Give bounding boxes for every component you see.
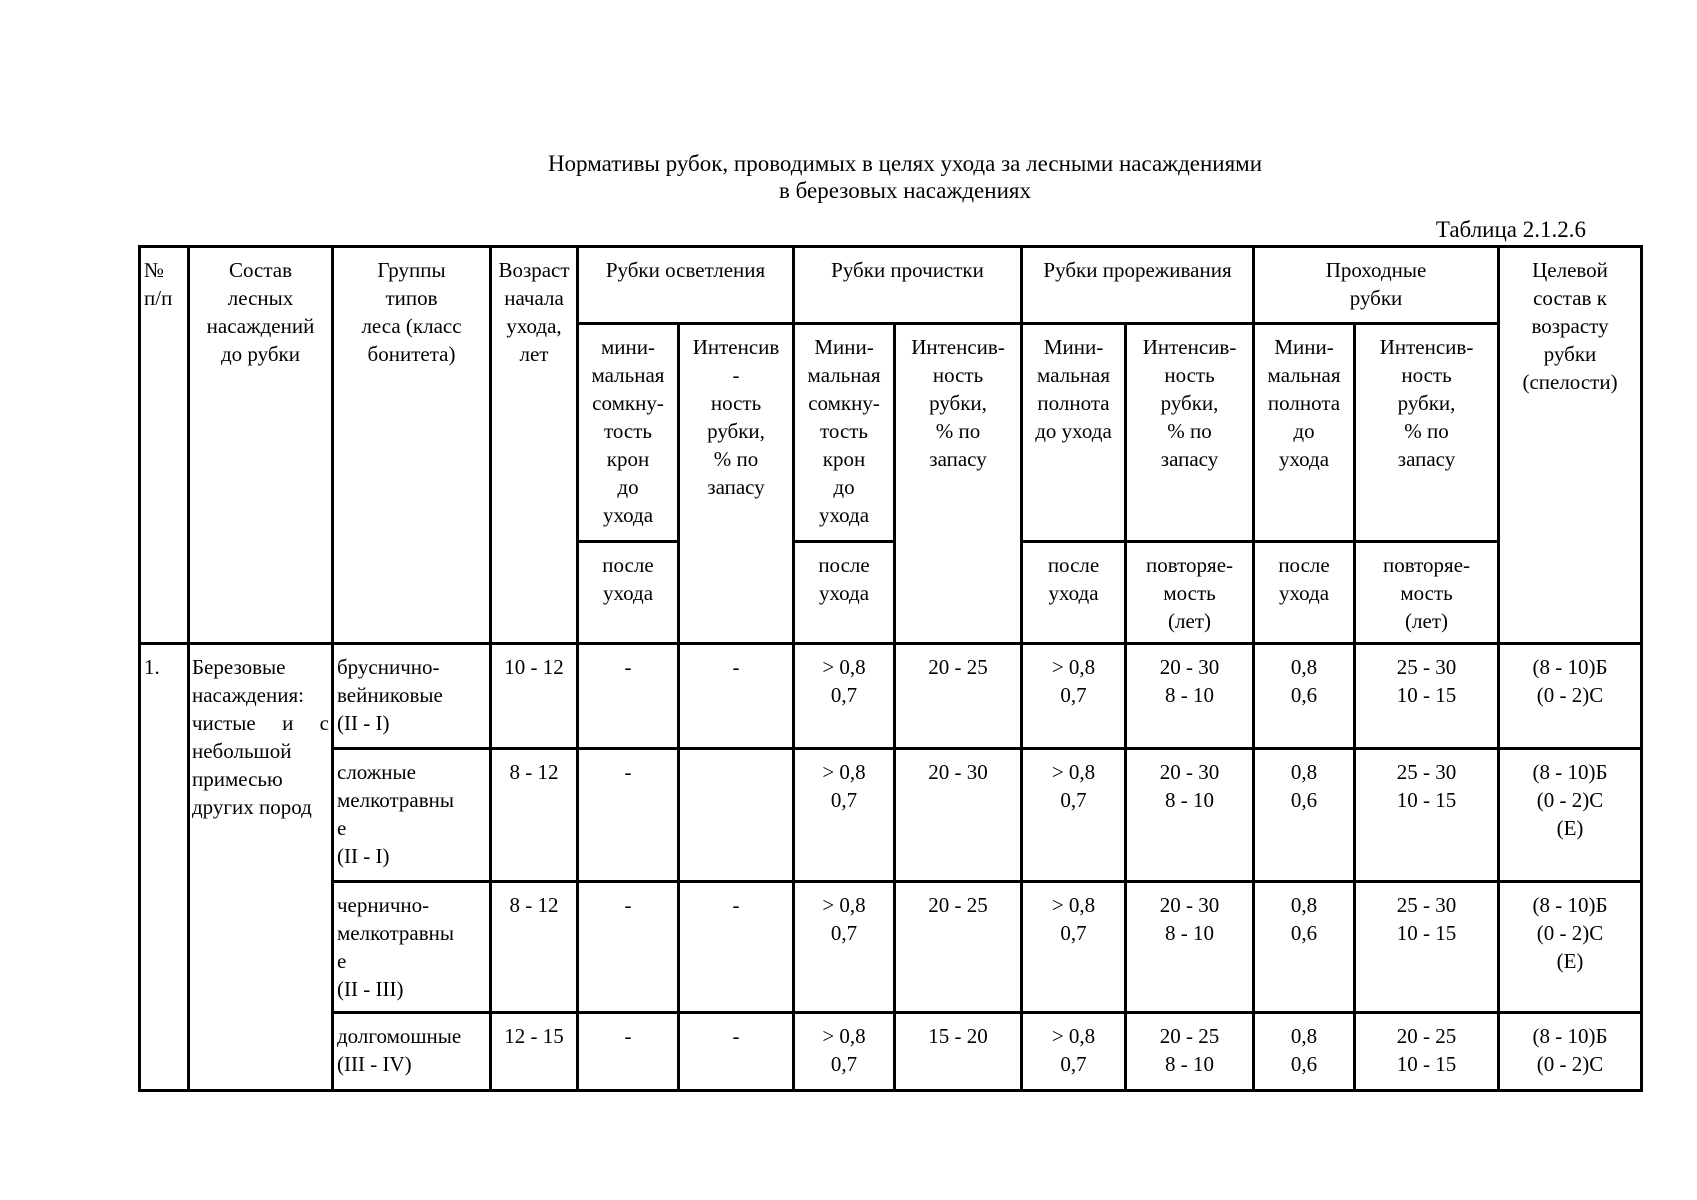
cell-osv-min: -: [578, 882, 679, 1013]
cell-forest-type: бруснично- вейниковые (II - I): [333, 644, 491, 749]
cell-pro-int: 20 - 25: [895, 644, 1022, 749]
header-osv-after: после ухода: [578, 542, 679, 644]
cell-pro-min: > 0,8 0,7: [794, 882, 895, 1013]
cell-osv-int: -: [679, 1013, 794, 1091]
cell-prh-int: 25 - 30 10 - 15: [1355, 749, 1499, 882]
header-target: Целевой состав к возрасту рубки (спелости): [1499, 247, 1642, 644]
header-prokhodnye: Проходные рубки: [1254, 247, 1499, 324]
cell-age: 12 - 15: [491, 1013, 578, 1091]
table-row: [140, 749, 1642, 882]
header-osv-min: мини- мальная сомкну- тость крон до ухода: [578, 324, 679, 542]
cell-prr-int: 20 - 30 8 - 10: [1126, 749, 1254, 882]
header-prorezhivanie: Рубки прореживания: [1022, 247, 1254, 324]
header-osvetlenie: Рубки осветления: [578, 247, 794, 324]
header-pro-int: Интенсив- ность рубки, % по запасу: [895, 324, 1022, 644]
cell-prr-min: > 0,8 0,7: [1022, 1013, 1126, 1091]
header-prr-after: после ухода: [1022, 542, 1126, 644]
table-row: [140, 882, 1642, 1013]
cell-pro-int: 20 - 30: [895, 749, 1022, 882]
cell-pro-int: 15 - 20: [895, 1013, 1022, 1091]
table-row: [140, 644, 1642, 749]
cell-target: (8 - 10)Б (0 - 2)С: [1499, 644, 1642, 749]
cell-age: 10 - 12: [491, 644, 578, 749]
cell-age: 8 - 12: [491, 749, 578, 882]
header-age: Возраст начала ухода, лет: [491, 247, 578, 644]
cell-age: 8 - 12: [491, 882, 578, 1013]
cell-osv-min: -: [578, 644, 679, 749]
cell-pro-min: > 0,8 0,7: [794, 1013, 895, 1091]
title-line-1: Нормативы рубок, проводимых в целях ухода за лесными насаждениями: [547, 151, 1263, 176]
group-num: 1.: [140, 644, 189, 1091]
norms-table: [138, 245, 1643, 1092]
cell-prr-min: > 0,8 0,7: [1022, 882, 1126, 1013]
header-prh-min: Мини- мальная полнота до ухода: [1254, 324, 1355, 542]
header-prh-after: после ухода: [1254, 542, 1355, 644]
cell-prh-int: 25 - 30 10 - 15: [1355, 882, 1499, 1013]
cell-osv-min: -: [578, 749, 679, 882]
header-osv-int: Интенсив - ность рубки, % по запасу: [679, 324, 794, 644]
cell-pro-min: > 0,8 0,7: [794, 644, 895, 749]
header-prochistka: Рубки прочистки: [794, 247, 1022, 324]
cell-forest-type: чернично- мелкотравны е (II - III): [333, 882, 491, 1013]
cell-prh-min: 0,8 0,6: [1254, 749, 1355, 882]
cell-target: (8 - 10)Б (0 - 2)С (Е): [1499, 749, 1642, 882]
title-line-2: в березовых насаждениях: [779, 178, 1031, 203]
cell-forest-type: долгомошные (III - IV): [333, 1013, 491, 1091]
header-pro-min: Мини- мальная сомкну- тость крон до ухода: [794, 324, 895, 542]
cell-prh-min: 0,8 0,6: [1254, 644, 1355, 749]
table-row: [140, 1013, 1642, 1091]
cell-osv-int: [679, 749, 794, 882]
cell-osv-int: -: [679, 644, 794, 749]
cell-prh-int: 20 - 25 10 - 15: [1355, 1013, 1499, 1091]
cell-target: (8 - 10)Б (0 - 2)С (Е): [1499, 882, 1642, 1013]
cell-pro-min: > 0,8 0,7: [794, 749, 895, 882]
group-composition: Березовые насаждения: чистые и с небольшой примесью других пород: [189, 644, 333, 1091]
cell-prr-int: 20 - 30 8 - 10: [1126, 644, 1254, 749]
cell-prr-int: 20 - 30 8 - 10: [1126, 882, 1254, 1013]
header-num: № п/п: [140, 247, 189, 644]
cell-prr-min: > 0,8 0,7: [1022, 749, 1126, 882]
cell-target: (8 - 10)Б (0 - 2)С: [1499, 1013, 1642, 1091]
document-title: [0, 150, 1697, 204]
header-prr-min: Мини- мальная полнота до ухода: [1022, 324, 1126, 542]
header-forest-types: Группы типов леса (класс бонитета): [333, 247, 491, 644]
cell-prh-min: 0,8 0,6: [1254, 1013, 1355, 1091]
cell-prh-int: 25 - 30 10 - 15: [1355, 644, 1499, 749]
header-prh-rep: повторяе- мость (лет): [1355, 542, 1499, 644]
cell-osv-min: -: [578, 1013, 679, 1091]
header-pro-after: после ухода: [794, 542, 895, 644]
cell-prh-min: 0,8 0,6: [1254, 882, 1355, 1013]
header-prr-rep: повторяе- мость (лет): [1126, 542, 1254, 644]
cell-osv-int: -: [679, 882, 794, 1013]
cell-forest-type: сложные мелкотравны е (II - I): [333, 749, 491, 882]
header-prr-int: Интенсив- ность рубки, % по запасу: [1126, 324, 1254, 542]
table-number: Таблица 2.1.2.6: [1435, 217, 1586, 242]
cell-prr-int: 20 - 25 8 - 10: [1126, 1013, 1254, 1091]
header-composition: Состав лесных насаждений до рубки: [189, 247, 333, 644]
cell-pro-int: 20 - 25: [895, 882, 1022, 1013]
cell-prr-min: > 0,8 0,7: [1022, 644, 1126, 749]
header-prh-int: Интенсив- ность рубки, % по запасу: [1355, 324, 1499, 542]
